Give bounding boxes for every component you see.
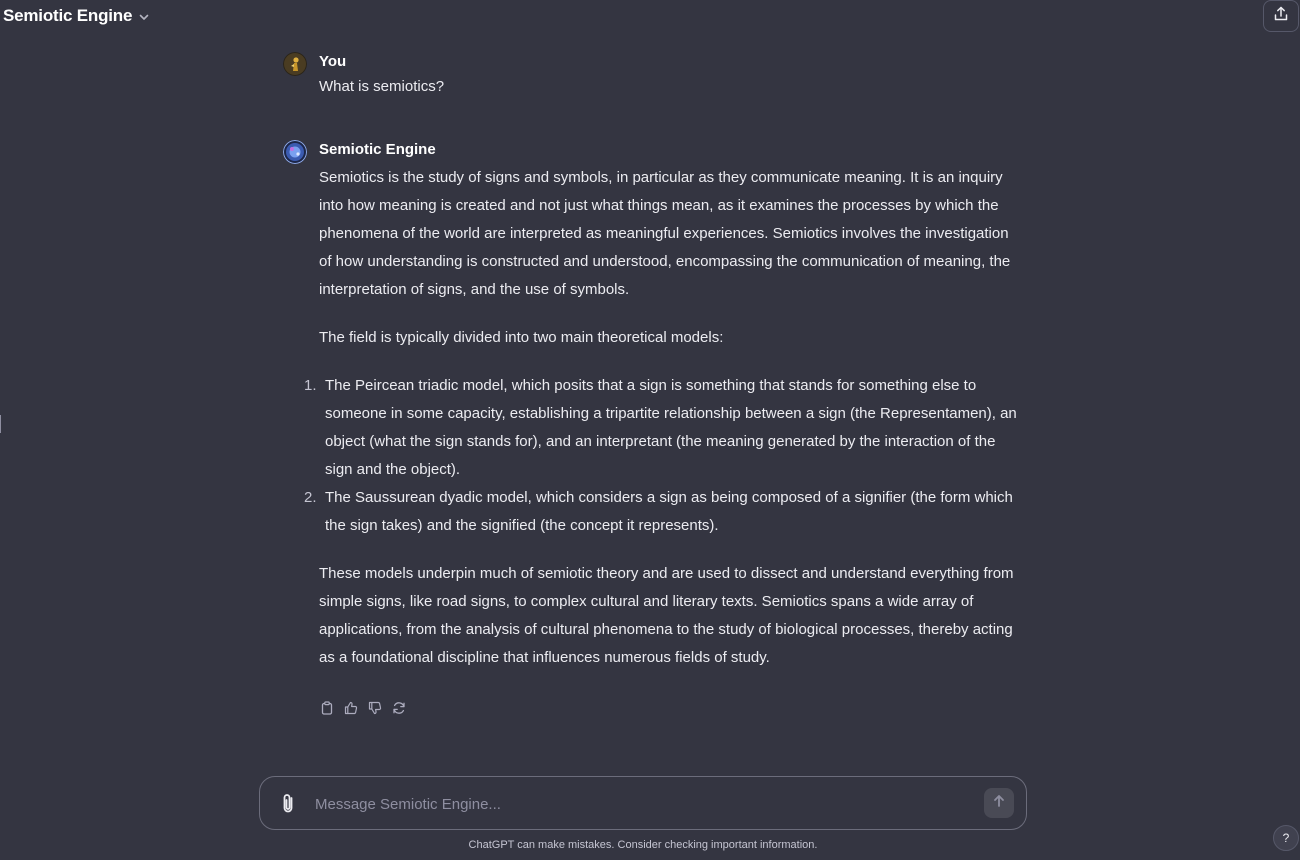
user-message bbox=[283, 52, 1023, 102]
assistant-avatar bbox=[283, 140, 307, 164]
chevron-down-icon bbox=[138, 10, 150, 22]
list-number: 2. bbox=[304, 489, 317, 506]
regenerate-icon[interactable] bbox=[391, 700, 407, 716]
message-input[interactable] bbox=[315, 791, 1015, 817]
user-avatar bbox=[283, 52, 307, 76]
message-composer bbox=[259, 776, 1027, 830]
list-item-text: The Peircean triadic model, which posits that a sign is something that stands for something else to someone in some capacity, establishing a tripartite relationship between a sign (the Representamen), an object (what the sign stands for), and an interpretant (the meaning generated by the interaction of the sign and the object). bbox=[325, 377, 1017, 478]
models-list bbox=[304, 372, 1019, 540]
thumbs-up-icon[interactable] bbox=[343, 700, 359, 716]
response-paragraph: Semiotics is the study of signs and symbols, in particular as they communicate meaning. It is an inquiry into how meaning is created and not just what things mean, as it examines the processes by which the phenomena of the world are interpreted as meaningful experiences. Semiotics involves the investigation of how understanding is constructed and understood, encompassing the communication of meaning, the interpretation of signs, and the use of symbols. bbox=[319, 169, 1011, 298]
list-number: 1. bbox=[304, 377, 317, 394]
share-icon bbox=[1273, 6, 1289, 27]
assistant-message bbox=[283, 140, 1023, 730]
user-author-name: You bbox=[319, 53, 347, 70]
paperclip-icon[interactable] bbox=[278, 792, 300, 816]
list-item bbox=[304, 372, 1019, 484]
top-bar bbox=[0, 0, 1300, 32]
model-title: Semiotic Engine bbox=[3, 6, 133, 25]
list-item bbox=[304, 484, 1019, 540]
assistant-author-name: Semiotic Engine bbox=[319, 141, 436, 158]
arrow-up-icon bbox=[991, 793, 1007, 814]
thumbs-down-icon[interactable] bbox=[367, 700, 383, 716]
response-paragraph: The field is typically divided into two main theoretical models: bbox=[319, 329, 724, 346]
assistant-message-body bbox=[304, 164, 1019, 672]
model-selector[interactable] bbox=[3, 4, 150, 28]
message-actions bbox=[319, 700, 407, 716]
sidebar-toggle-handle[interactable] bbox=[0, 415, 1, 433]
copy-icon[interactable] bbox=[319, 700, 335, 716]
send-button[interactable] bbox=[984, 788, 1014, 818]
disclaimer-text: ChatGPT can make mistakes. Consider checking important information. bbox=[468, 839, 818, 851]
user-message-text: What is semiotics? bbox=[319, 78, 445, 95]
list-item-text: The Saussurean dyadic model, which considers a sign as being composed of a signifier (the form which the sign takes) and the signified (the concept it represents). bbox=[325, 489, 1013, 534]
response-paragraph: These models underpin much of semiotic theory and are used to dissect and understand everything from simple signs, like road signs, to complex cultural and literary texts. Semiotics spans a wide array of applications, from the analysis of cultural phenomena to the study of biological processes, thereby acting as a foundational discipline that influences numerous fields of study. bbox=[319, 565, 1014, 666]
help-button[interactable]: ? bbox=[1273, 825, 1299, 851]
share-button[interactable] bbox=[1263, 0, 1299, 32]
